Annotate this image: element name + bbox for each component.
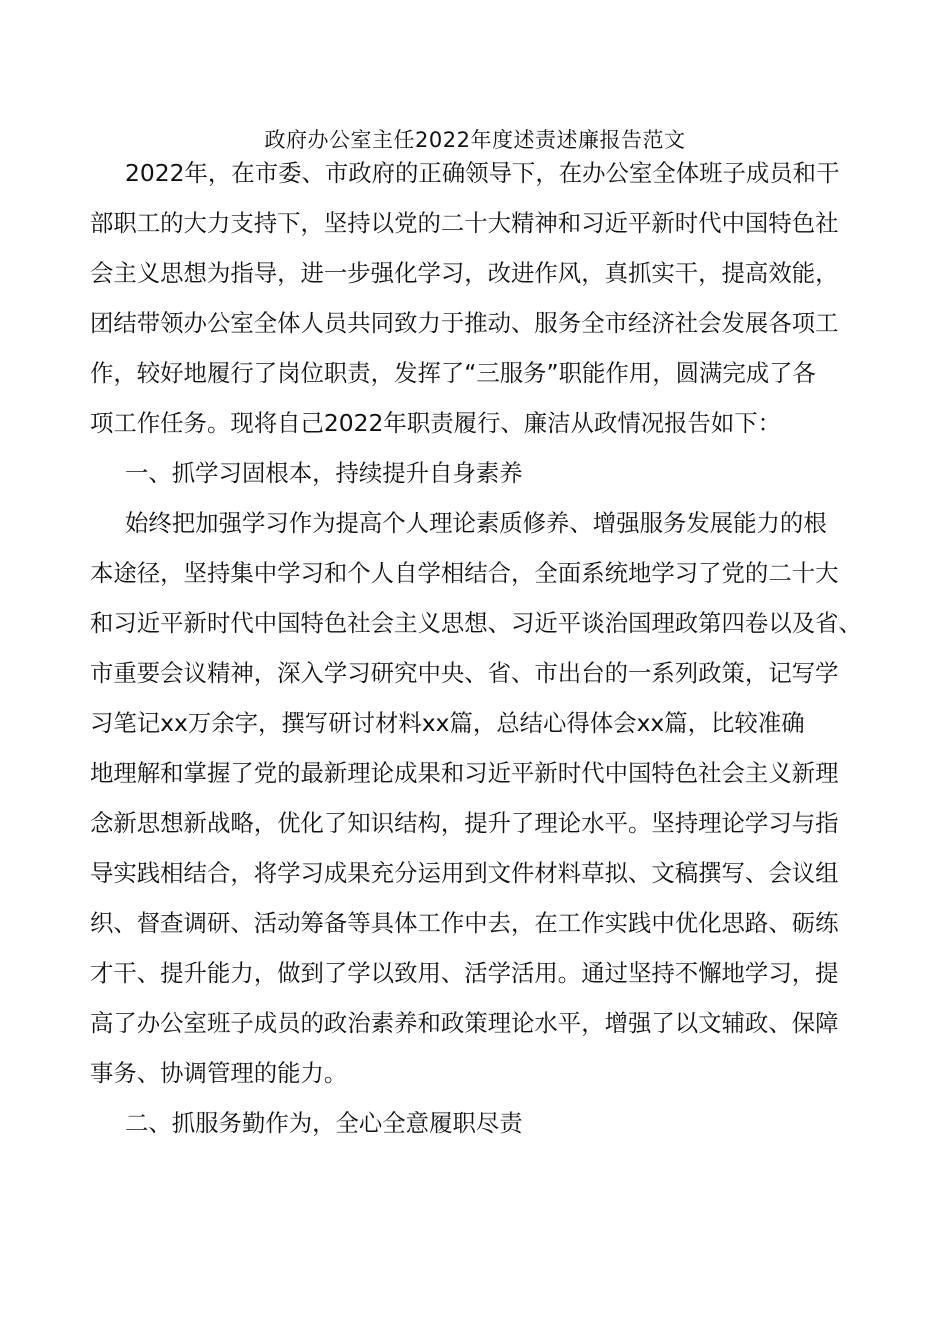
document-title: 政府办公室主任2022年度述责述廉报告范文 bbox=[264, 128, 686, 152]
paragraph-line: 团结带领办公室全体人员共同致力于推动、服务全市经济社会发展各项工 bbox=[90, 309, 839, 337]
paragraph-line: 始终把加强学习作为提高个人理论素质修养、增强服务发展能力的根 bbox=[125, 509, 827, 537]
paragraph-line: 导实践相结合，将学习成果充分运用到文件材料草拟、文稿撰写、会议组 bbox=[90, 859, 839, 887]
paragraph-line: 念新思想新战略，优化了知识结构，提升了理论水平。坚持理论学习与指 bbox=[90, 809, 839, 837]
paragraph-line: 地理解和掌握了党的最新理论成果和习近平新时代中国特色社会主义新理 bbox=[90, 759, 839, 787]
paragraph-line: 才干、提升能力，做到了学以致用、活学活用。通过坚持不懈地学习，提 bbox=[90, 959, 839, 987]
paragraph-line: 市重要会议精神，深入学习研究中央、省、市出台的一系列政策，记写学 bbox=[90, 659, 839, 687]
paragraph-line: 作，较好地履行了岗位职责，发挥了“三服务”职能作用，圆满完成了各 bbox=[90, 359, 816, 387]
paragraph-line: 织、督查调研、活动筹备等具体工作中去，在工作实践中优化思路、砺练 bbox=[90, 909, 839, 937]
paragraph-line: 会主义思想为指导，进一步强化学习，改进作风，真抓实干，提高效能， bbox=[90, 259, 839, 287]
section-heading: 二、抓服务勤作为，全心全意履职尽责 bbox=[125, 1109, 523, 1137]
paragraph-line: 事务、协调管理的能力。 bbox=[90, 1059, 348, 1087]
paragraph-line: 部职工的大力支持下，坚持以党的二十大精神和习近平新时代中国特色社 bbox=[90, 209, 839, 237]
paragraph-line: 高了办公室班子成员的政治素养和政策理论水平，增强了以文辅政、保障 bbox=[90, 1009, 839, 1037]
paragraph-line: 项工作任务。现将自己2022年职责履行、廉洁从政情况报告如下： bbox=[90, 409, 782, 437]
paragraph-line: 2022年，在市委、市政府的正确领导下，在办公室全体班子成员和干 bbox=[125, 159, 840, 187]
paragraph-line: 和习近平新时代中国特色社会主义思想、习近平谈治国理政第四卷以及省、 bbox=[90, 609, 862, 637]
paragraph-line: 习笔记xx万余字，撰写研讨材料xx篇，总结心得体会xx篇，比较准确 bbox=[90, 709, 805, 737]
paragraph-line: 本途径，坚持集中学习和个人自学相结合，全面系统地学习了党的二十大 bbox=[90, 559, 839, 587]
section-heading: 一、抓学习固根本，持续提升自身素养 bbox=[125, 459, 523, 487]
